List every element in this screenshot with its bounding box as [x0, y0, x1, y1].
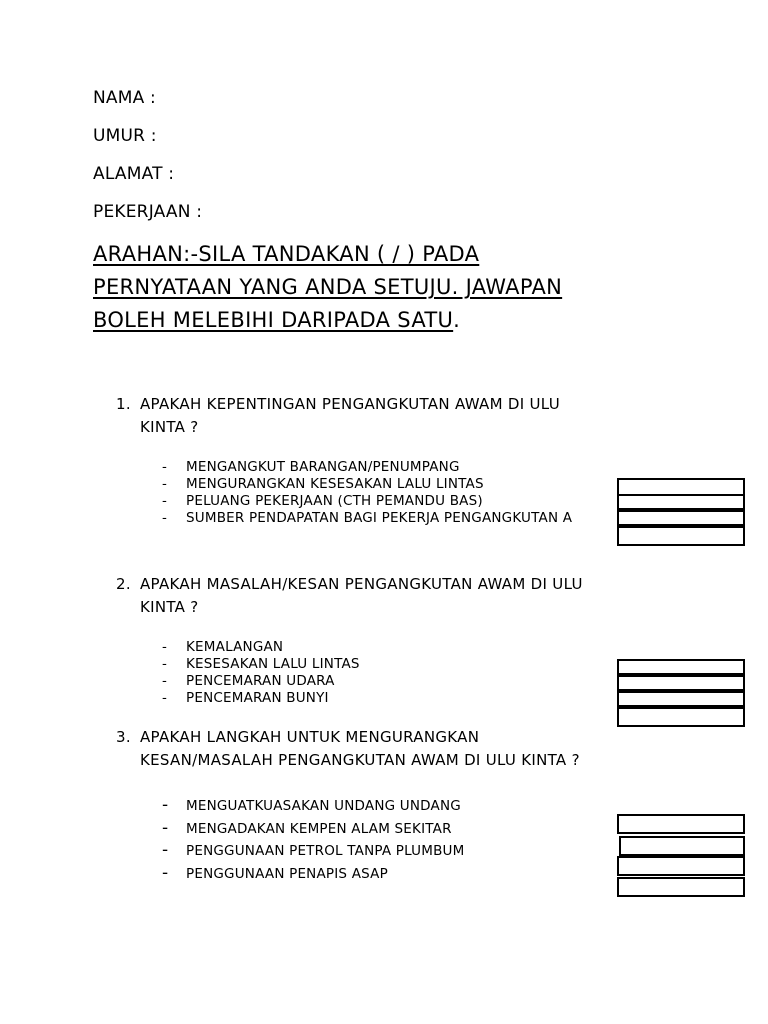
option-label: KESESAKAN LALU LINTAS: [186, 656, 360, 672]
option-label: PENGGUNAAN PETROL TANPA PLUMBUM: [186, 843, 465, 859]
option-label: MENGURANGKAN KESESAKAN LALU LINTAS: [186, 476, 484, 492]
question-text-cont: KINTA ?: [140, 418, 199, 436]
question-1: [116, 393, 560, 439]
instruction-line-3: BOLEH MELEBIHI DARIPADA SATU: [93, 308, 454, 332]
option-row: [162, 840, 465, 860]
bullet-dash: -: [162, 510, 168, 526]
checkbox-q2-4[interactable]: [617, 707, 745, 727]
option-row: [162, 639, 283, 655]
instruction-period: .: [453, 308, 461, 332]
option-row: [162, 690, 329, 706]
option-label: PENGGUNAAN PENAPIS ASAP: [186, 866, 388, 882]
option-row: [162, 493, 483, 509]
checkbox-q2-2[interactable]: [617, 675, 745, 691]
question-2: [116, 573, 583, 619]
option-label: SUMBER PENDAPATAN BAGI PEKERJA PENGANGKUTAN A: [186, 510, 573, 526]
bullet-dash: -: [162, 690, 168, 706]
bullet-dash: -: [162, 493, 168, 509]
option-row: [162, 510, 572, 526]
question-3: [116, 726, 580, 772]
checkbox-q2-1[interactable]: [617, 659, 745, 675]
option-label: KEMALANGAN: [186, 639, 284, 655]
option-label: PELUANG PEKERJAAN (CTH PEMANDU BAS): [186, 493, 483, 509]
checkbox-q3-1[interactable]: [617, 814, 745, 834]
field-nama: NAMA :: [93, 88, 156, 108]
field-umur: UMUR :: [93, 126, 157, 146]
option-label: MENGADAKAN KEMPEN ALAM SEKITAR: [186, 821, 452, 837]
question-text: APAKAH LANGKAH UNTUK MENGURANGKAN: [140, 728, 480, 746]
question-text: APAKAH KEPENTINGAN PENGANGKUTAN AWAM DI ULU: [140, 395, 560, 413]
checkbox-q1-3[interactable]: [617, 510, 745, 526]
checkbox-q1-2[interactable]: [617, 494, 745, 510]
instruction-line-2: PERNYATAAN YANG ANDA SETUJU. JAWAPAN: [93, 275, 563, 299]
option-label: PENCEMARAN BUNYI: [186, 690, 329, 706]
instruction-line-1: ARAHAN:-SILA TANDAKAN ( / ) PADA: [93, 242, 480, 266]
bullet-dash: -: [162, 459, 168, 475]
option-label: PENCEMARAN UDARA: [186, 673, 335, 689]
checkbox-q3-2[interactable]: [619, 836, 745, 856]
checkbox-q3-4[interactable]: [617, 877, 745, 897]
bullet-dash: -: [162, 863, 169, 883]
option-label: MENGANGKUT BARANGAN/PENUMPANG: [186, 459, 460, 475]
field-pekerjaan: PEKERJAAN :: [93, 202, 203, 222]
question-text-cont: KESAN/MASALAH PENGANGKUTAN AWAM DI ULU KINTA ?: [140, 751, 580, 769]
checkbox-q1-4[interactable]: [617, 526, 745, 546]
bullet-dash: -: [162, 673, 168, 689]
field-alamat: ALAMAT :: [93, 164, 175, 184]
bullet-dash: -: [162, 795, 169, 815]
option-row: [162, 476, 484, 492]
option-label: MENGUATKUASAKAN UNDANG UNDANG: [186, 798, 461, 814]
checkbox-q2-3[interactable]: [617, 691, 745, 707]
bullet-dash: -: [162, 639, 168, 655]
bullet-dash: -: [162, 840, 169, 860]
option-row: [162, 863, 388, 883]
option-row: [162, 673, 335, 689]
question-number: 3.: [116, 728, 131, 746]
question-text-cont: KINTA ?: [140, 598, 199, 616]
question-text: APAKAH MASALAH/KESAN PENGANGKUTAN AWAM DI ULU: [140, 575, 583, 593]
bullet-dash: -: [162, 476, 168, 492]
option-row: [162, 818, 452, 838]
option-row: [162, 795, 461, 815]
bullet-dash: -: [162, 656, 168, 672]
option-row: [162, 656, 360, 672]
checkbox-q3-3[interactable]: [617, 856, 745, 876]
option-row: [162, 459, 460, 475]
question-number: 2.: [116, 575, 131, 593]
bullet-dash: -: [162, 818, 169, 838]
question-number: 1.: [116, 395, 131, 413]
instruction: [93, 238, 693, 337]
